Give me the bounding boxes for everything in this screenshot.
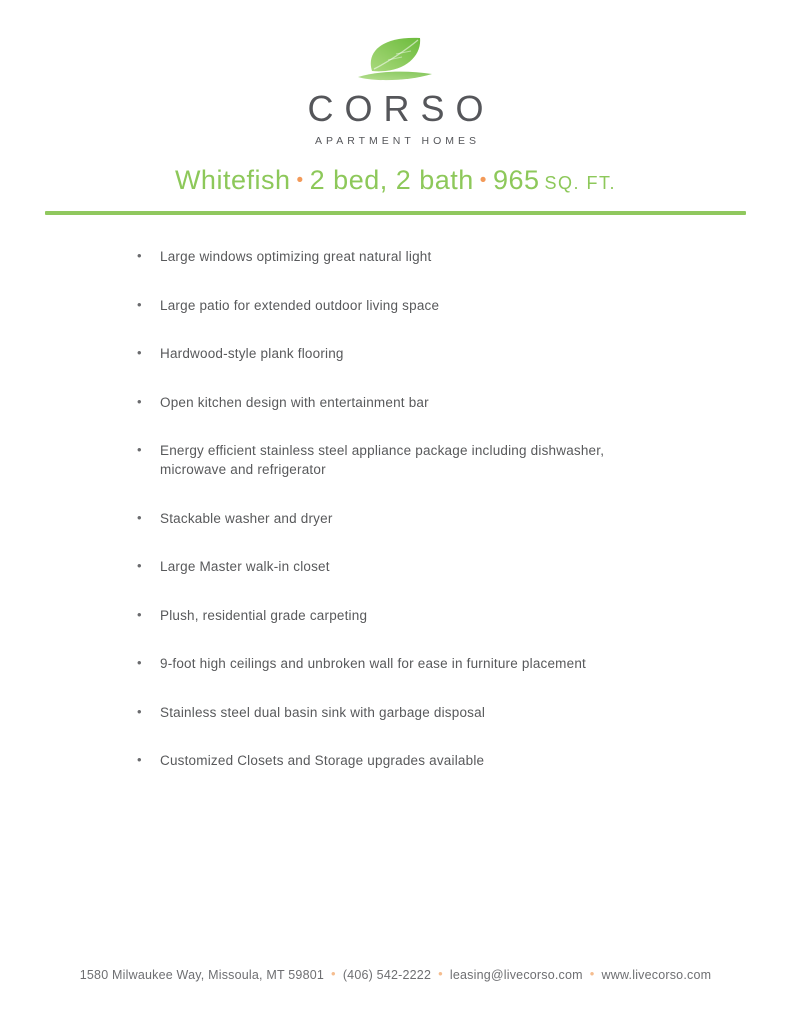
title-separator-dot: •: [479, 170, 487, 191]
feature-item: [137, 751, 665, 770]
footer-email: leasing@livecorso.com: [449, 968, 583, 982]
feature-item: [137, 703, 665, 722]
feature-item: [137, 606, 665, 625]
feature-item: [137, 344, 665, 363]
feature-list: [137, 247, 665, 770]
logo-block: [0, 0, 791, 147]
feature-item: [137, 654, 665, 673]
bullet-icon: •: [137, 296, 142, 312]
feature-text: Hardwood-style plank flooring: [160, 346, 344, 361]
bullet-icon: •: [137, 606, 142, 622]
feature-item: [137, 393, 665, 412]
feature-text: Stackable washer and dryer: [160, 510, 333, 526]
bullet-icon: •: [137, 558, 142, 573]
footer-separator-dot: •: [331, 966, 336, 981]
footer: [0, 967, 791, 982]
brand-tagline: APARTMENT HOMES: [314, 135, 480, 147]
sqft-unit: SQ. FT.: [544, 173, 617, 193]
feature-text: Energy efficient stainless steel appliance package including dishwasher, microwave and refrigerator: [160, 443, 605, 477]
bullet-icon: •: [137, 393, 142, 409]
title-divider-rule: [45, 211, 746, 215]
bullet-icon: •: [137, 345, 142, 360]
feature-text: Large windows optimizing great natural light: [160, 249, 432, 264]
bullet-icon: •: [137, 509, 142, 525]
beds-baths: 2 bed, 2 bath: [309, 165, 474, 195]
feature-text: Plush, residential grade carpeting: [160, 607, 368, 623]
feature-item: [137, 509, 665, 528]
title-separator-dot: •: [296, 170, 304, 191]
footer-separator-dot: •: [589, 966, 595, 981]
footer-address: 1580 Milwaukee Way, Missoula, MT 59801: [79, 968, 325, 982]
feature-item: [137, 557, 665, 576]
feature-item: [137, 441, 665, 479]
bullet-icon: •: [137, 703, 142, 719]
feature-item: [137, 296, 665, 315]
feature-text: Large patio for extended outdoor living space: [160, 297, 440, 313]
feature-text: Open kitchen design with entertainment bar: [160, 394, 429, 410]
footer-separator-dot: •: [438, 966, 443, 981]
feature-text: Large Master walk-in closet: [160, 559, 330, 574]
plan-name: Whitefish: [174, 165, 291, 195]
feature-item: [137, 247, 665, 266]
brand-name: CORSO: [307, 88, 495, 129]
footer-phone: (406) 542-2222: [342, 968, 432, 982]
bullet-icon: •: [137, 442, 142, 457]
sqft-value: 965: [492, 165, 540, 195]
bullet-icon: •: [137, 752, 142, 767]
bullet-icon: •: [137, 655, 142, 670]
plan-title: [0, 164, 791, 200]
feature-text: 9-foot high ceilings and unbroken wall for ease in furniture placement: [160, 656, 586, 671]
footer-website: www.livecorso.com: [601, 968, 712, 982]
feature-text: Customized Closets and Storage upgrades available: [160, 753, 485, 768]
feature-text: Stainless steel dual basin sink with garbage disposal: [160, 704, 486, 720]
leaf-icon: [0, 30, 791, 86]
bullet-icon: •: [137, 248, 142, 263]
